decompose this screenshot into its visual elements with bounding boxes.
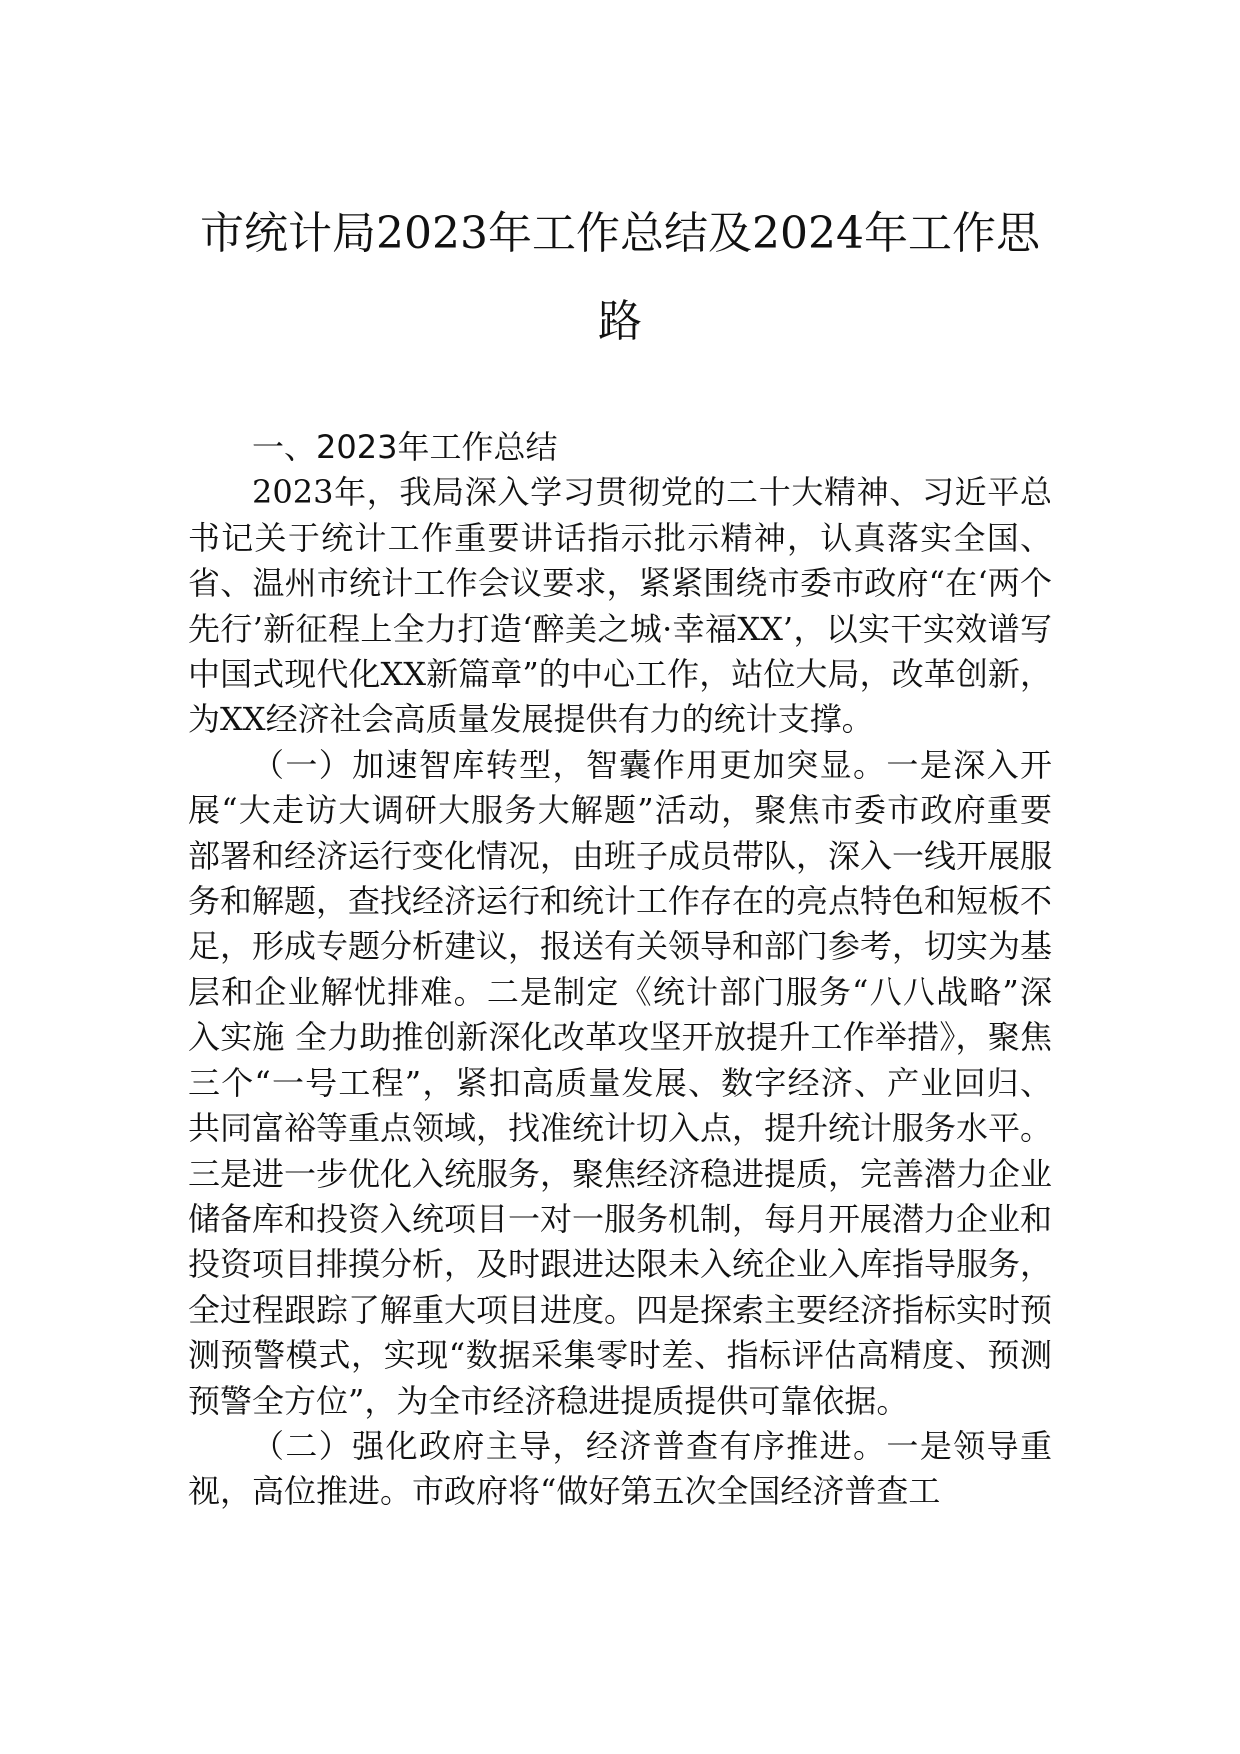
document-body (188, 425, 1052, 1515)
paragraph-intro: 2023年，我局深入学习贯彻党的二十大精神、习近平总书记关于统计工作重要讲话指示批示精神，认真落实全国、省、温州市统计工作会议要求，紧紧围绕市委市政府“在‘两个先行’新征程上全力打造‘醉美之城·幸福XX’，以实干实效谱写中国式现代化XX新篇章”的中心工作，站位大局，改革创新，为XX经济社会高质量发展提供有力的统计支撑。 (188, 473, 1052, 739)
document-page (188, 0, 1052, 1754)
paragraph-section-1: （一）加速智库转型，智囊作用更加突显。一是深入开展“大走访大调研大服务大解题”活动，聚焦市委市政府重要部署和经济运行变化情况，由班子成员带队，深入一线开展服务和解题，查找经济运行和统计工作存在的亮点特色和短板不足，形成专题分析建议，报送有关领导和部门参考，切实为基层和企业解忧排难。二是制定《统计部门服务“八八战略”深入实施 全力助推创新深化改革攻坚开放提升工作举措》，聚焦三个“一号工程”，紧扣高质量发展、数字经济、产业回归、共同富裕等重点领域，找准统计切入点，提升统计服务水平。三是进一步优化入统服务，聚焦经济稳进提质，完善潜力企业储备库和投资入统项目一对一服务机制，每月开展潜力企业和投资项目排摸分析，及时跟进达限未入统企业入库指导服务，全过程跟踪了解重大项目进度。四是探索主要经济指标实时预测预警模式，实现“数据采集零时差、指标评估高精度、预测预警全方位”，为全市经济稳进提质提供可靠依据。 (188, 745, 1053, 1420)
section-heading: 一、2023年工作总结 (252, 428, 558, 466)
document-title: 市统计局2023年工作总结及2024年工作思路 (200, 208, 1040, 347)
paragraph-section-2: （二）强化政府主导，经济普查有序推进。一是领导重视，高位推进。市政府将“做好第五次全国经济普查工 (188, 1426, 1052, 1511)
